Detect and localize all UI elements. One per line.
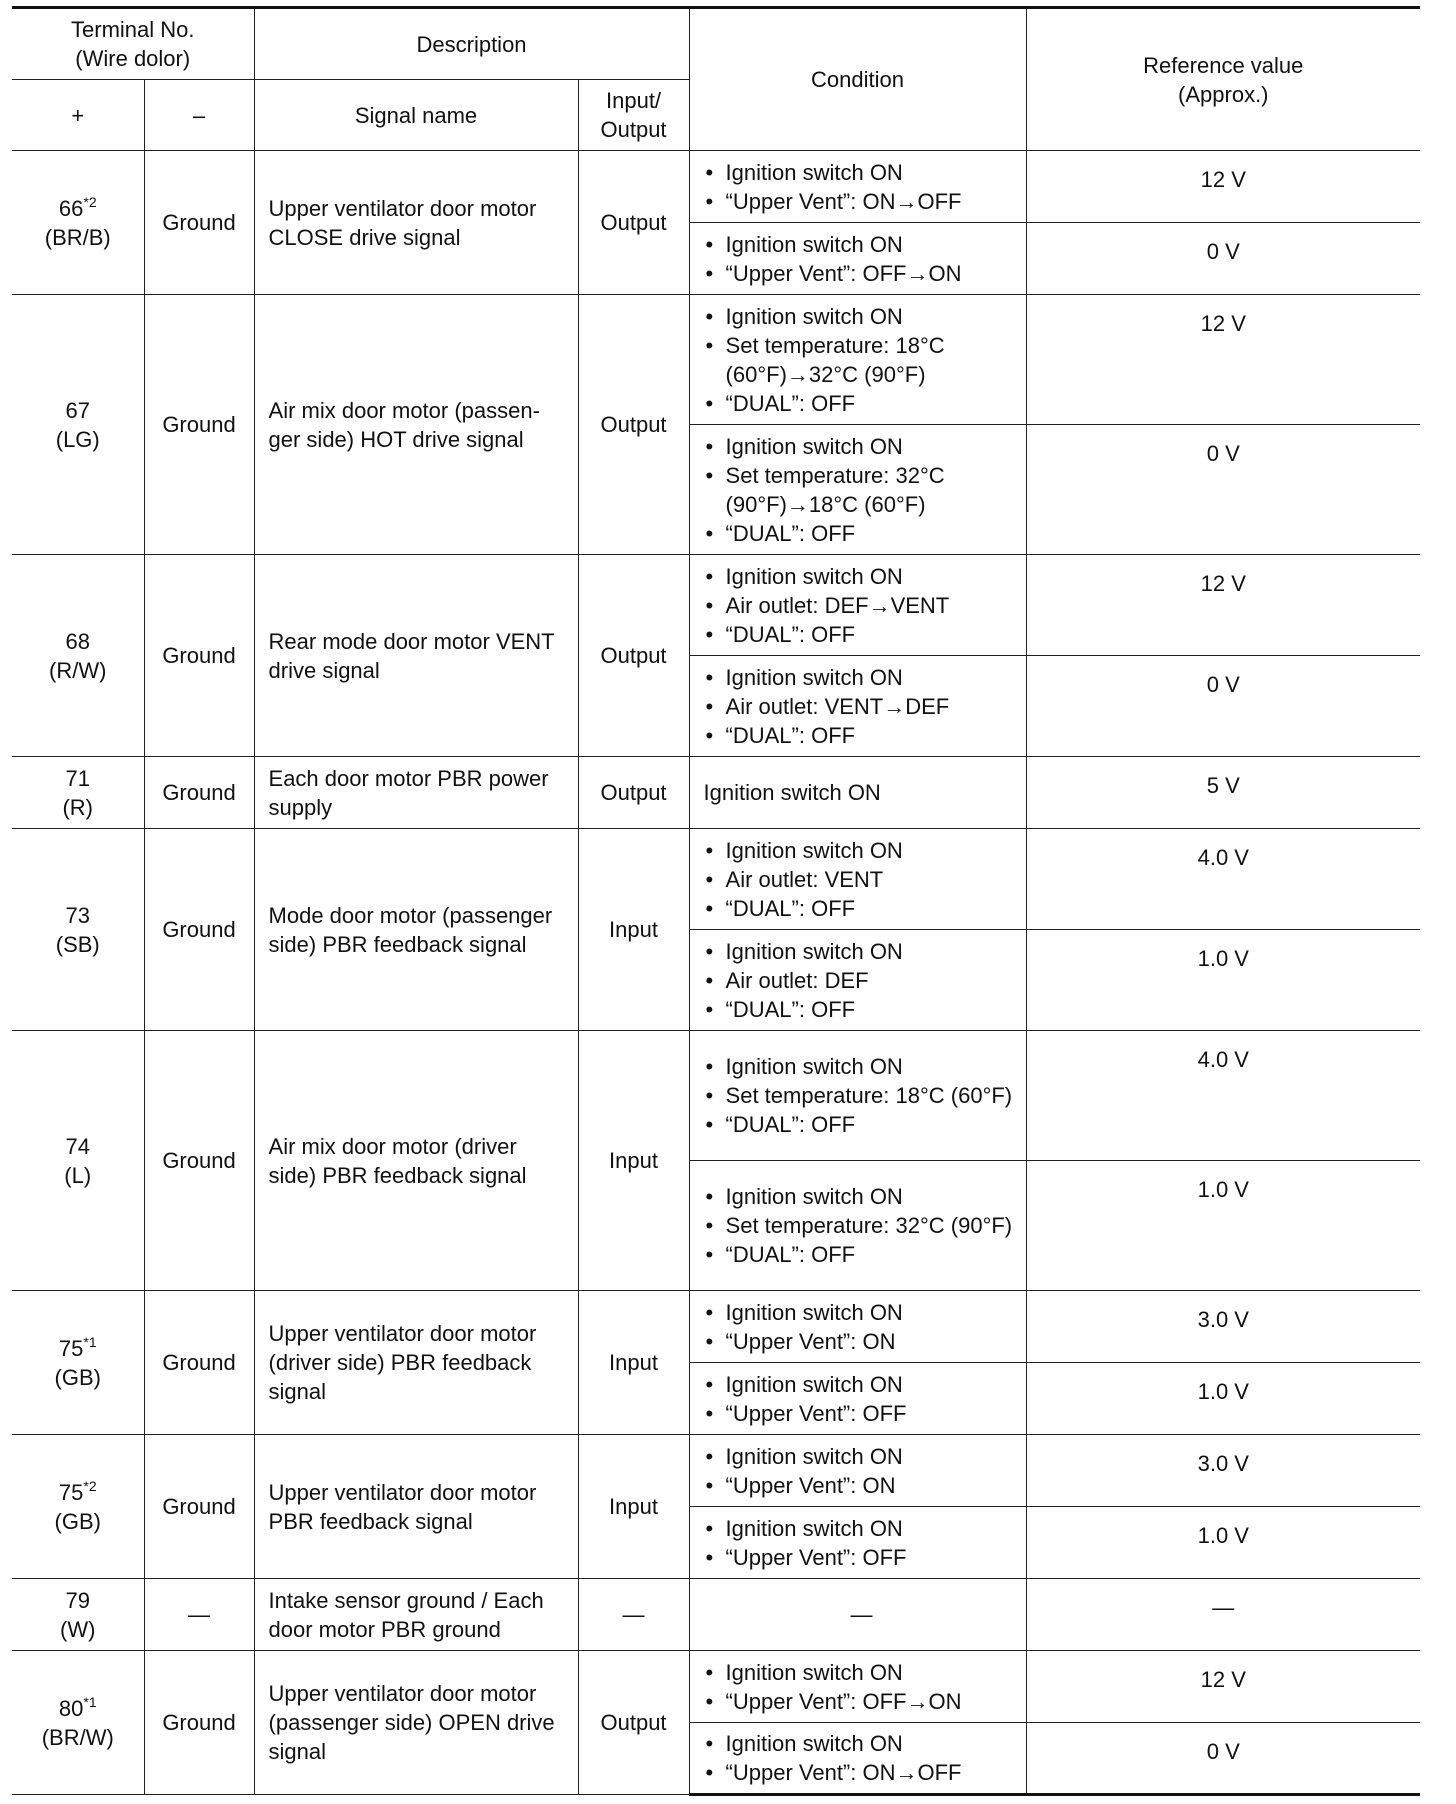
condition-item: • “Upper Vent”: ON: [704, 1471, 1020, 1500]
condition-list: [704, 1729, 1020, 1787]
table-row: [12, 555, 1420, 656]
condition-item: • Ignition switch ON: [704, 1442, 1020, 1471]
condition-list: [704, 1298, 1020, 1356]
condition-item: • Air outlet: VENT: [704, 865, 1020, 894]
wire-color: (L): [64, 1162, 92, 1188]
terminal-footnote-mark: *2: [83, 1477, 97, 1494]
reference-value-cell: 0 V: [1026, 425, 1420, 555]
condition-item: • Ignition switch ON: [704, 1182, 1020, 1211]
wire-color: (GB): [54, 1364, 101, 1390]
condition-cell: [689, 1291, 1026, 1363]
condition-cell: [689, 1507, 1026, 1579]
minus-terminal-cell: Ground: [144, 1651, 254, 1795]
condition-item: • Ignition switch ON: [704, 158, 1020, 187]
table-row: [12, 1435, 1420, 1507]
condition-item: • “DUAL”: OFF: [704, 620, 1020, 649]
wire-color: (W): [60, 1616, 96, 1642]
condition-item: • “Upper Vent”: OFF→ON: [704, 259, 1020, 288]
signal-name-cell: Upper ventilator door motor CLOSE drive signal: [254, 151, 578, 295]
terminal-number-value: 80: [58, 1695, 84, 1721]
terminal-footnote-mark: *1: [83, 1333, 97, 1350]
io-cell: Input: [578, 1291, 689, 1435]
reference-value-cell: 1.0 V: [1026, 1363, 1420, 1435]
condition-item: • “DUAL”: OFF: [704, 1110, 1020, 1139]
reference-value-cell: 0 V: [1026, 223, 1420, 295]
minus-terminal-cell: Ground: [144, 555, 254, 757]
terminal-cell: [12, 1579, 144, 1651]
condition-list: [704, 1052, 1020, 1139]
signal-name-cell: Each door motor PBR power supply: [254, 757, 578, 829]
signal-name-cell: Upper ventilator door motor (driver side) PBR feedback signal: [254, 1291, 578, 1435]
condition-cell: Ignition switch ON: [689, 757, 1026, 829]
reference-value-cell: 1.0 V: [1026, 1507, 1420, 1579]
condition-item: • Ignition switch ON: [704, 663, 1020, 692]
description-header: Description: [254, 8, 689, 80]
reference-value-cell: 12 V: [1026, 1651, 1420, 1723]
condition-item: • Ignition switch ON: [704, 1658, 1020, 1687]
reference-value-cell: 4.0 V: [1026, 1031, 1420, 1161]
io-cell: Output: [578, 1651, 689, 1795]
table-body: [12, 151, 1420, 1795]
table-row: [12, 1031, 1420, 1161]
condition-cell: [689, 223, 1026, 295]
minus-terminal-cell: —: [144, 1579, 254, 1651]
reference-value-cell: 12 V: [1026, 555, 1420, 656]
minus-terminal-cell: Ground: [144, 1291, 254, 1435]
table-row: [12, 1579, 1420, 1651]
condition-cell: [689, 1161, 1026, 1291]
signal-name-cell: Upper ventilator door motor (passenger side) OPEN drive signal: [254, 1651, 578, 1795]
condition-item: • “Upper Vent”: OFF→ON: [704, 1687, 1020, 1716]
io-cell: Output: [578, 555, 689, 757]
reference-value-cell: 0 V: [1026, 1723, 1420, 1795]
terminal-cell: [12, 1435, 144, 1579]
condition-item: • Air outlet: DEF: [704, 966, 1020, 995]
condition-item: • Ignition switch ON: [704, 432, 1020, 461]
io-cell: Output: [578, 295, 689, 555]
io-cell: Output: [578, 151, 689, 295]
signal-name-cell: Upper ventilator door motor PBR feedback signal: [254, 1435, 578, 1579]
terminal-cell: [12, 1031, 144, 1291]
table-row: [12, 757, 1420, 829]
table-row: [12, 829, 1420, 930]
condition-item: • “Upper Vent”: OFF: [704, 1543, 1020, 1572]
condition-list: [704, 230, 1020, 288]
minus-terminal-cell: Ground: [144, 1031, 254, 1291]
reference-value-cell: 0 V: [1026, 656, 1420, 757]
terminal-number: [12, 901, 144, 930]
signal-name-cell: Air mix door motor (driver side) PBR feedback signal: [254, 1031, 578, 1291]
condition-item: • “DUAL”: OFF: [704, 519, 1020, 548]
terminal-number: [12, 627, 144, 656]
condition-cell: [689, 1363, 1026, 1435]
terminal-number-value: 66: [58, 195, 84, 221]
wire-color: (GB): [54, 1508, 101, 1534]
condition-item: • Ignition switch ON: [704, 302, 1020, 331]
condition-cell: [689, 425, 1026, 555]
condition-cell: [689, 295, 1026, 425]
signal-name-cell: Rear mode door motor VENT drive signal: [254, 555, 578, 757]
condition-cell: [689, 1435, 1026, 1507]
minus-terminal-cell: Ground: [144, 829, 254, 1031]
terminal-spec-table: [12, 6, 1420, 1796]
table-row: [12, 1291, 1420, 1363]
condition-item: • “DUAL”: OFF: [704, 1240, 1020, 1269]
wire-color: (SB): [55, 931, 100, 957]
minus-terminal-cell: Ground: [144, 295, 254, 555]
condition-item: • Set temperature: 18°C (60°F)→32°C (90°F): [704, 331, 1020, 389]
io-label-1: Input/: [606, 88, 662, 113]
condition-list: [704, 1370, 1020, 1428]
condition-item: • Set temperature: 32°C (90°F): [704, 1211, 1020, 1240]
wire-color: (LG): [55, 426, 100, 452]
io-header: [578, 80, 689, 151]
wire-color: (R): [62, 794, 94, 820]
condition-item: • Set temperature: 18°C (60°F): [704, 1081, 1020, 1110]
condition-list: [704, 836, 1020, 923]
table-row: [12, 1651, 1420, 1723]
io-cell: Input: [578, 829, 689, 1031]
terminal-cell: [12, 295, 144, 555]
terminal-number: [12, 764, 144, 793]
condition-list: [704, 663, 1020, 750]
condition-item: • Air outlet: VENT→DEF: [704, 692, 1020, 721]
condition-cell: [689, 930, 1026, 1031]
condition-item: • Ignition switch ON: [704, 836, 1020, 865]
condition-list: [704, 562, 1020, 649]
terminal-number: [12, 1478, 144, 1507]
reference-value-cell: 3.0 V: [1026, 1291, 1420, 1363]
condition-list: [704, 1182, 1020, 1269]
condition-item: • “DUAL”: OFF: [704, 995, 1020, 1024]
terminal-number: [12, 1334, 144, 1363]
condition-item: • Ignition switch ON: [704, 1514, 1020, 1543]
condition-item: • Ignition switch ON: [704, 1729, 1020, 1758]
wire-color: (BR/W): [41, 1724, 114, 1750]
reference-value-cell: 1.0 V: [1026, 1161, 1420, 1291]
condition-item: • Ignition switch ON: [704, 1298, 1020, 1327]
wire-color-label: (Wire dolor): [75, 46, 191, 71]
condition-header: Condition: [689, 8, 1026, 151]
condition-list: [704, 1658, 1020, 1716]
terminal-number-value: 75: [58, 1479, 84, 1505]
reference-value-cell: 3.0 V: [1026, 1435, 1420, 1507]
terminal-header: [12, 8, 254, 80]
io-cell: Input: [578, 1435, 689, 1579]
condition-cell: —: [689, 1579, 1026, 1651]
terminal-number-value: 71: [65, 765, 90, 791]
reference-header: [1026, 8, 1420, 151]
condition-item: • Ignition switch ON: [704, 1052, 1020, 1081]
condition-item: • Ignition switch ON: [704, 562, 1020, 591]
terminal-number: [12, 1586, 144, 1615]
condition-item: • Air outlet: DEF→VENT: [704, 591, 1020, 620]
condition-item: • “Upper Vent”: OFF: [704, 1399, 1020, 1428]
approx-label: (Approx.): [1178, 81, 1269, 107]
condition-item: • Set temperature: 32°C (90°F)→18°C (60°F): [704, 461, 1020, 519]
signal-name-cell: Intake sensor ground / Each door motor PBR ground: [254, 1579, 578, 1651]
condition-list: [704, 302, 1020, 418]
terminal-number: [12, 194, 144, 223]
reference-value-cell: 4.0 V: [1026, 829, 1420, 930]
condition-list: [704, 432, 1020, 548]
terminal-no-label: Terminal No.: [71, 17, 195, 42]
terminal-number: [12, 396, 144, 425]
reference-value-label: Reference value: [1143, 52, 1304, 78]
reference-value-cell: 1.0 V: [1026, 930, 1420, 1031]
minus-terminal-cell: Ground: [144, 151, 254, 295]
condition-item: • “Upper Vent”: ON→OFF: [704, 187, 1020, 216]
terminal-number-value: 68: [65, 628, 90, 654]
terminal-cell: [12, 829, 144, 1031]
io-cell: Output: [578, 757, 689, 829]
terminal-footnote-mark: *1: [83, 1693, 97, 1710]
io-label-2: Output: [600, 117, 667, 142]
terminal-number: [12, 1132, 144, 1161]
signal-name-cell: Air mix door motor (passen-ger side) HOT drive signal: [254, 295, 578, 555]
table-header: [12, 8, 1420, 151]
condition-list: [704, 937, 1020, 1024]
terminal-number-value: 73: [65, 902, 90, 928]
table-row: [12, 295, 1420, 425]
condition-list: [704, 1514, 1020, 1572]
minus-terminal-cell: Ground: [144, 757, 254, 829]
minus-header: –: [144, 80, 254, 151]
condition-cell: [689, 151, 1026, 223]
terminal-cell: [12, 1651, 144, 1795]
terminal-number-value: 79: [65, 1587, 90, 1613]
plus-header: +: [12, 80, 144, 151]
wire-color: (R/W): [49, 657, 107, 683]
terminal-cell: [12, 151, 144, 295]
condition-item: • “DUAL”: OFF: [704, 389, 1020, 418]
wire-color: (BR/B): [44, 224, 111, 250]
condition-item: • Ignition switch ON: [704, 937, 1020, 966]
condition-item: • Ignition switch ON: [704, 230, 1020, 259]
condition-item: • “Upper Vent”: ON: [704, 1327, 1020, 1356]
signal-name-header: Signal name: [254, 80, 578, 151]
terminal-number: [12, 1694, 144, 1723]
condition-cell: [689, 1031, 1026, 1161]
terminal-cell: [12, 1291, 144, 1435]
condition-item: • “DUAL”: OFF: [704, 894, 1020, 923]
condition-item: • “Upper Vent”: ON→OFF: [704, 1758, 1020, 1787]
condition-cell: [689, 656, 1026, 757]
condition-cell: [689, 1651, 1026, 1723]
terminal-number-value: 75: [58, 1335, 84, 1361]
condition-item: • Ignition switch ON: [704, 1370, 1020, 1399]
minus-terminal-cell: Ground: [144, 1435, 254, 1579]
reference-value-cell: 5 V: [1026, 757, 1420, 829]
condition-cell: [689, 829, 1026, 930]
reference-value-cell: 12 V: [1026, 295, 1420, 425]
io-cell: —: [578, 1579, 689, 1651]
signal-name-cell: Mode door motor (passenger side) PBR feedback signal: [254, 829, 578, 1031]
table-row: [12, 151, 1420, 223]
condition-item: • “DUAL”: OFF: [704, 721, 1020, 750]
terminal-cell: [12, 555, 144, 757]
terminal-footnote-mark: *2: [83, 193, 97, 210]
condition-cell: [689, 555, 1026, 656]
condition-cell: [689, 1723, 1026, 1795]
terminal-number-value: 74: [65, 1133, 90, 1159]
terminal-number-value: 67: [65, 397, 90, 423]
reference-value-cell: 12 V: [1026, 151, 1420, 223]
io-cell: Input: [578, 1031, 689, 1291]
reference-value-cell: —: [1026, 1579, 1420, 1651]
condition-list: [704, 158, 1020, 216]
terminal-cell: [12, 757, 144, 829]
condition-list: [704, 1442, 1020, 1500]
